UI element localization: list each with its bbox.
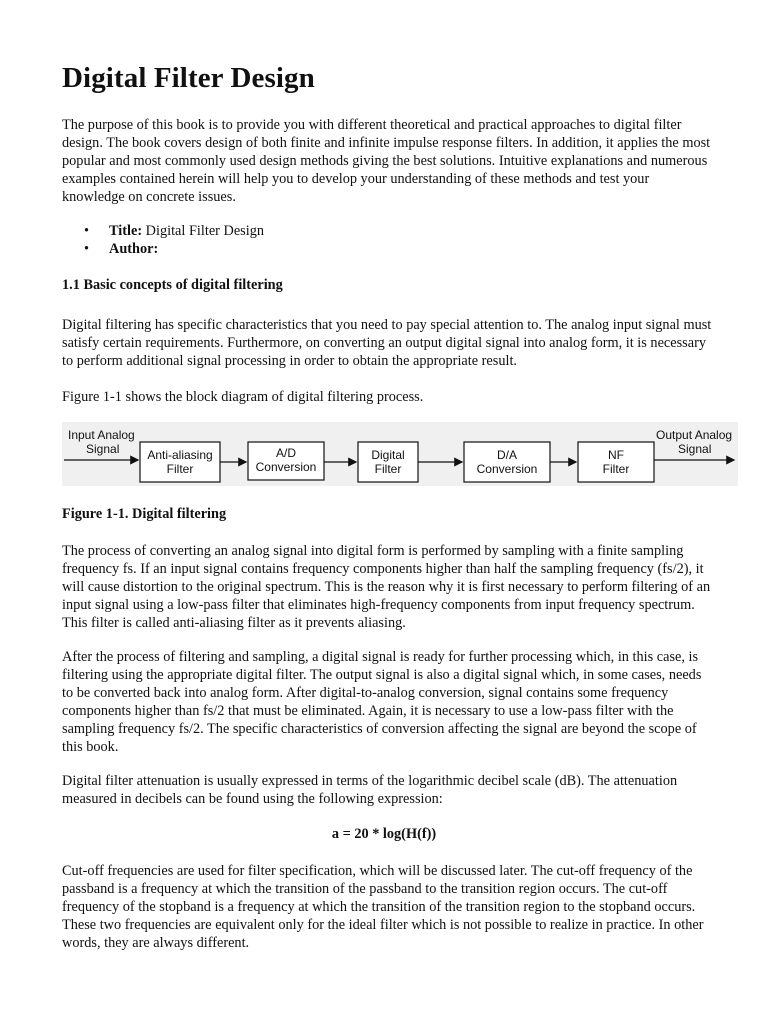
bullet-icon: •	[84, 223, 90, 239]
block-5-line2: Filter	[602, 462, 630, 476]
body-paragraph-2: After the process of filtering and sampling, a digital signal is ready for further processing which, in this case, is filtering using the appropriate digital filter. The output signal is also a digital signal which, in some cases, needs to be converted back into analog form. After digital-to-analog conversion, signal contains some frequency components higher than fs/2 that must be eliminated. Again, it is necessary to use a low-pass filter with the sampling frequency fs/2. The specific characteristics of conversion affecting the signal are beyond the scope of this book.	[62, 649, 702, 755]
block-diagram	[62, 422, 738, 486]
intro-paragraph: The purpose of this book is to provide you with different theoretical and practical approaches to digital filter design. The book covers design of both finite and infinite impulse response filters. In addition, it applies the most popular and most commonly used design methods giving the best solutions. Intuitive explanations and numerous examples contained herein will help you to develop your understanding of these methods and test your knowledge on concrete issues.	[62, 117, 711, 205]
input-label-line1: Input Analog	[68, 428, 135, 442]
book-meta-list	[62, 222, 264, 258]
output-label-line2: Signal	[678, 442, 712, 456]
section-paragraph-1: Digital filtering has specific characteristics that you need to pay special attention to. The analog input signal must satisfy certain requirements. Furthermore, on converting an output digital signal into analog form, it is necessary to perform additional signal processing in order to obtain the appropriate result.	[62, 317, 712, 369]
block-1-line2: Filter	[166, 462, 194, 476]
figure-caption: Figure 1-1. Digital filtering	[62, 506, 227, 522]
block-4-line2: Conversion	[476, 462, 538, 476]
block-2-line1: A/D	[275, 446, 297, 460]
meta-title-value: Digital Filter Design	[145, 223, 265, 239]
block-2-line2: Conversion	[255, 460, 317, 474]
body-paragraph-4: Cut-off frequencies are used for filter specification, which will be discussed later. The cut-off frequency of the passband is a frequency at which the transition of the passband to the transition region occurs. The cut-off frequency of the stopband is a frequency at which the transition of the transition region to the stopband occurs. These two frequencies are equivalent only for the ideal filter which is not possible to realize in practice. In other words, they are always different.	[62, 863, 704, 951]
section-paragraph-2: Figure 1-1 shows the block diagram of digital filtering process.	[62, 389, 424, 405]
body-paragraph-3: Digital filter attenuation is usually expressed in terms of the logarithmic decibel scale (dB). The attenuation measured in decibels can be found using the following expression:	[62, 773, 678, 807]
meta-author-label: Author:	[109, 241, 159, 257]
meta-title-label: Title:	[109, 223, 143, 239]
output-label-line1: Output Analog	[656, 428, 733, 442]
block-5-line1: NF	[608, 448, 624, 462]
page-title: Digital Filter Design	[62, 62, 315, 94]
meta-title-item	[62, 222, 264, 240]
section-heading: 1.1 Basic concepts of digital filtering	[62, 277, 283, 293]
input-label-line2: Signal	[86, 442, 120, 456]
attenuation-formula: a = 20 * log(H(f))	[331, 826, 437, 842]
block-1-line1: Anti-aliasing	[147, 448, 213, 462]
block-3-line2: Filter	[374, 462, 402, 476]
body-paragraph-1: The process of converting an analog signal into digital form is performed by sampling with a finite sampling frequency fs. If an input signal contains frequency components higher than half the sampling frequency (fs/2), it will cause distortion to the original spectrum. This is the reason why it is first necessary to perform filtering of an input signal using a low-pass filter that eliminates high-frequency components from input frequency spectrum. This filter is called anti-aliasing filter as it prevents aliasing.	[62, 543, 711, 631]
block-4-line1: D/A	[496, 448, 518, 462]
bullet-icon: •	[84, 241, 90, 257]
block-3-line1: Digital	[371, 448, 405, 462]
meta-author-item	[62, 240, 264, 258]
